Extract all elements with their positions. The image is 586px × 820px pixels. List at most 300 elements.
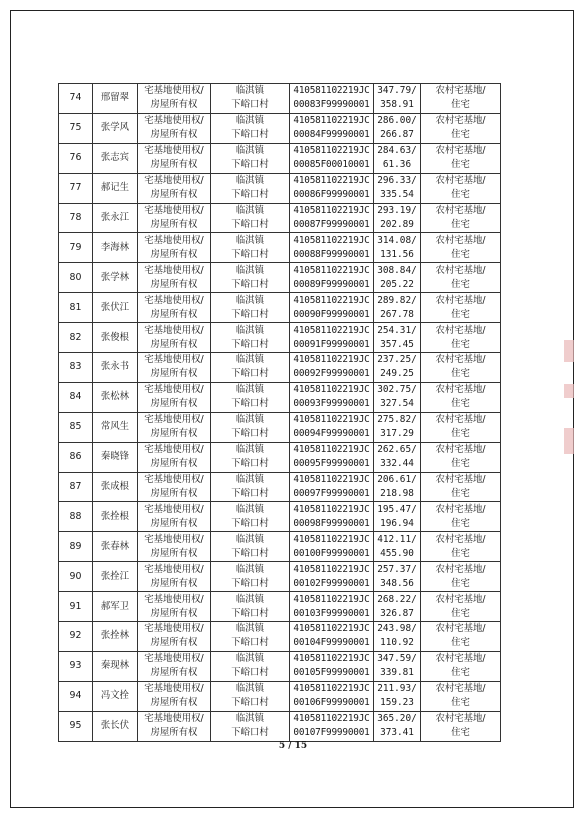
cell-area: [374, 323, 421, 353]
stamp-mark: [564, 340, 576, 460]
cell-area: [374, 562, 421, 592]
cell-unit-code-line-2: 00089F99990001: [293, 278, 370, 290]
cell-area-line-2: 358.91: [380, 99, 414, 111]
cell-area-line-1: 237.25/: [377, 354, 417, 366]
cell-location: [211, 502, 290, 532]
cell-location-line-2: 下峪口村: [231, 398, 269, 410]
cell-location-line-2: 下峪口村: [231, 99, 269, 111]
cell-unit-code-line-2: 00085F00010001: [293, 159, 370, 171]
cell-right-type-line-2: 房屋所有权: [150, 398, 198, 410]
cell-area-line-1: 347.79/: [377, 85, 417, 97]
cell-land-use-line-2: 住宅: [451, 488, 470, 500]
cell-land-use-line-2: 住宅: [451, 517, 470, 529]
cell-unit-code-line-2: 00088F99990001: [293, 248, 370, 260]
cell-owner-name: 李海林: [93, 233, 138, 263]
cell-land-use-line-1: 农村宅基地/: [435, 115, 486, 127]
cell-land-use-line-2: 住宅: [451, 308, 470, 320]
cell-right-type-line-1: 宅基地使用权/: [144, 593, 204, 605]
cell-land-use-line-2: 住宅: [451, 727, 470, 739]
cell-unit-code: [290, 382, 374, 412]
cell-unit-code-line-1: 410581102219JC: [293, 324, 370, 336]
cell-land-use-line-2: 住宅: [451, 547, 470, 559]
cell-right-type-line-1: 宅基地使用权/: [144, 683, 204, 695]
cell-land-use-line-1: 农村宅基地/: [435, 145, 486, 157]
cell-area-line-2: 332.44: [380, 458, 414, 470]
cell-unit-code: [290, 592, 374, 622]
table-row: [59, 293, 501, 323]
cell-unit-code-line-2: 00086F99990001: [293, 189, 370, 201]
cell-area-line-1: 412.11/: [377, 533, 417, 545]
table-row: [59, 353, 501, 383]
cell-right-type: [138, 113, 211, 143]
cell-unit-code: [290, 681, 374, 711]
cell-location: [211, 353, 290, 383]
cell-land-use-line-1: 农村宅基地/: [435, 354, 486, 366]
cell-unit-code-line-1: 410581102219JC: [293, 264, 370, 276]
cell-right-type-line-1: 宅基地使用权/: [144, 653, 204, 665]
cell-location-line-2: 下峪口村: [231, 637, 269, 649]
table-row: [59, 442, 501, 472]
cell-location-line-1: 临淇镇: [235, 623, 265, 635]
cell-right-type-line-1: 宅基地使用权/: [144, 533, 204, 545]
cell-right-type: [138, 203, 211, 233]
cell-right-type: [138, 263, 211, 293]
cell-unit-code-line-1: 410581102219JC: [293, 713, 370, 725]
cell-right-type-line-1: 宅基地使用权/: [144, 85, 204, 97]
cell-area-line-2: 455.90: [380, 547, 414, 559]
cell-right-type-line-2: 房屋所有权: [150, 577, 198, 589]
cell-number: 93: [59, 651, 93, 681]
cell-unit-code-line-2: 00098F99990001: [293, 517, 370, 529]
cell-owner-name: 张拴江: [93, 562, 138, 592]
cell-land-use: [421, 353, 501, 383]
cell-land-use: [421, 472, 501, 502]
cell-land-use-line-2: 住宅: [451, 607, 470, 619]
cell-location: [211, 323, 290, 353]
cell-location-line-2: 下峪口村: [231, 159, 269, 171]
cell-land-use-line-1: 农村宅基地/: [435, 414, 486, 426]
cell-land-use: [421, 711, 501, 741]
cell-area-line-2: 131.56: [380, 248, 414, 260]
cell-area-line-2: 373.41: [380, 727, 414, 739]
cell-area-line-1: 286.00/: [377, 115, 417, 127]
cell-land-use-line-1: 农村宅基地/: [435, 683, 486, 695]
cell-right-type-line-1: 宅基地使用权/: [144, 474, 204, 486]
cell-area: [374, 502, 421, 532]
cell-land-use-line-2: 住宅: [451, 189, 470, 201]
cell-unit-code: [290, 233, 374, 263]
cell-area-line-1: 257.37/: [377, 563, 417, 575]
cell-location-line-2: 下峪口村: [231, 219, 269, 230]
table-row: [59, 502, 501, 532]
cell-right-type: [138, 622, 211, 652]
cell-land-use: [421, 263, 501, 293]
cell-owner-name: 张拴根: [93, 502, 138, 532]
cell-right-type: [138, 233, 211, 263]
cell-right-type-line-1: 宅基地使用权/: [144, 563, 204, 575]
table-row: [59, 113, 501, 143]
cell-area-line-2: 357.45: [380, 338, 414, 350]
cell-location-line-1: 临淇镇: [235, 563, 265, 575]
cell-number: 94: [59, 681, 93, 711]
cell-unit-code-line-1: 410581102219JC: [293, 623, 370, 635]
cell-land-use-line-1: 农村宅基地/: [435, 205, 486, 216]
table-row: [59, 233, 501, 263]
cell-land-use-line-1: 农村宅基地/: [435, 474, 486, 486]
cell-land-use-line-2: 住宅: [451, 99, 470, 111]
cell-unit-code-line-1: 410581102219JC: [293, 653, 370, 665]
cell-land-use: [421, 532, 501, 562]
cell-area-line-1: 314.08/: [377, 234, 417, 246]
cell-area-line-2: 61.36: [382, 159, 412, 171]
cell-right-type-line-2: 房屋所有权: [150, 159, 198, 171]
cell-area-line-1: 243.98/: [377, 623, 417, 635]
cell-unit-code-line-2: 00093F99990001: [293, 398, 370, 410]
cell-land-use-line-2: 住宅: [451, 667, 470, 679]
cell-land-use: [421, 502, 501, 532]
cell-land-use: [421, 203, 501, 233]
cell-owner-name: 张志宾: [93, 143, 138, 173]
cell-area: [374, 143, 421, 173]
cell-land-use-line-2: 住宅: [451, 368, 470, 380]
cell-owner-name: 郝记生: [93, 173, 138, 203]
cell-unit-code: [290, 143, 374, 173]
cell-unit-code: [290, 442, 374, 472]
cell-right-type: [138, 502, 211, 532]
cell-area-line-1: 289.82/: [377, 294, 417, 306]
cell-land-use: [421, 113, 501, 143]
cell-right-type-line-2: 房屋所有权: [150, 189, 198, 201]
cell-right-type-line-1: 宅基地使用权/: [144, 234, 204, 246]
cell-land-use: [421, 412, 501, 442]
cell-land-use-line-2: 住宅: [451, 159, 470, 171]
page-number: 5 / 15: [278, 741, 308, 751]
cell-unit-code-line-2: 00100F99990001: [293, 547, 370, 559]
cell-land-use-line-1: 农村宅基地/: [435, 444, 486, 456]
cell-location-line-2: 下峪口村: [231, 338, 269, 350]
cell-right-type-line-1: 宅基地使用权/: [144, 444, 204, 456]
cell-location-line-2: 下峪口村: [231, 727, 269, 739]
cell-location: [211, 84, 290, 114]
cell-area-line-1: 211.93/: [377, 683, 417, 695]
cell-owner-name: 张春林: [93, 532, 138, 562]
cell-area-line-1: 275.82/: [377, 414, 417, 426]
cell-land-use-line-1: 农村宅基地/: [435, 294, 486, 306]
cell-unit-code: [290, 84, 374, 114]
cell-land-use: [421, 293, 501, 323]
cell-number: 86: [59, 442, 93, 472]
cell-area-line-2: 266.87: [380, 129, 414, 141]
cell-owner-name: 常风生: [93, 412, 138, 442]
cell-location: [211, 651, 290, 681]
cell-area-line-1: 284.63/: [377, 145, 417, 157]
cell-unit-code-line-2: 00107F99990001: [293, 727, 370, 739]
cell-land-use: [421, 622, 501, 652]
cell-location: [211, 532, 290, 562]
cell-right-type-line-2: 房屋所有权: [150, 667, 198, 679]
cell-location-line-2: 下峪口村: [231, 428, 269, 440]
cell-land-use: [421, 592, 501, 622]
cell-land-use-line-2: 住宅: [451, 697, 470, 709]
cell-right-type: [138, 412, 211, 442]
cell-right-type: [138, 382, 211, 412]
table-body: [59, 84, 501, 742]
cell-area-line-2: 339.81: [380, 667, 414, 679]
cell-area-line-2: 205.22: [380, 278, 414, 290]
cell-right-type-line-2: 房屋所有权: [150, 338, 198, 350]
cell-area-line-2: 317.29: [380, 428, 414, 440]
cell-number: 95: [59, 711, 93, 741]
cell-location-line-1: 临淇镇: [235, 713, 265, 725]
cell-land-use-line-1: 农村宅基地/: [435, 563, 486, 575]
cell-unit-code-line-2: 00103F99990001: [293, 607, 370, 619]
cell-number: 74: [59, 84, 93, 114]
cell-unit-code: [290, 173, 374, 203]
cell-unit-code-line-1: 410581102219JC: [293, 205, 370, 216]
cell-land-use-line-1: 农村宅基地/: [435, 713, 486, 725]
cell-area: [374, 203, 421, 233]
cell-location: [211, 412, 290, 442]
cell-location: [211, 173, 290, 203]
cell-location: [211, 382, 290, 412]
cell-area-line-2: 249.25: [380, 368, 414, 380]
cell-area: [374, 382, 421, 412]
cell-location-line-1: 临淇镇: [235, 683, 265, 695]
cell-right-type: [138, 173, 211, 203]
cell-right-type-line-2: 房屋所有权: [150, 727, 198, 739]
cell-location-line-2: 下峪口村: [231, 129, 269, 141]
cell-land-use-line-1: 农村宅基地/: [435, 234, 486, 246]
cell-location-line-1: 临淇镇: [235, 294, 265, 306]
cell-number: 80: [59, 263, 93, 293]
cell-area: [374, 532, 421, 562]
cell-location-line-1: 临淇镇: [235, 324, 265, 336]
cell-unit-code-line-1: 410581102219JC: [293, 533, 370, 545]
cell-location: [211, 203, 290, 233]
cell-right-type: [138, 472, 211, 502]
cell-unit-code: [290, 293, 374, 323]
cell-owner-name: 张永书: [93, 353, 138, 383]
cell-location: [211, 681, 290, 711]
cell-owner-name: 邢留翠: [93, 84, 138, 114]
cell-location-line-1: 临淇镇: [235, 264, 265, 276]
cell-right-type: [138, 143, 211, 173]
cell-right-type-line-2: 房屋所有权: [150, 697, 198, 709]
cell-right-type-line-2: 房屋所有权: [150, 99, 198, 111]
cell-area: [374, 113, 421, 143]
cell-area-line-2: 335.54: [380, 189, 414, 201]
cell-right-type-line-1: 宅基地使用权/: [144, 205, 204, 216]
cell-land-use-line-2: 住宅: [451, 338, 470, 350]
cell-unit-code-line-2: 00097F99990001: [293, 488, 370, 500]
cell-number: 87: [59, 472, 93, 502]
cell-right-type: [138, 293, 211, 323]
cell-location-line-2: 下峪口村: [231, 517, 269, 529]
cell-right-type-line-2: 房屋所有权: [150, 278, 198, 290]
cell-owner-name: 张学风: [93, 113, 138, 143]
cell-location-line-2: 下峪口村: [231, 189, 269, 201]
cell-owner-name: 张永江: [93, 203, 138, 233]
cell-owner-name: 郝军卫: [93, 592, 138, 622]
cell-number: 75: [59, 113, 93, 143]
cell-area-line-2: 159.23: [380, 697, 414, 709]
cell-number: 82: [59, 323, 93, 353]
cell-unit-code: [290, 263, 374, 293]
cell-land-use-line-1: 农村宅基地/: [435, 85, 486, 97]
cell-land-use: [421, 442, 501, 472]
cell-unit-code: [290, 711, 374, 741]
table-row: [59, 173, 501, 203]
cell-area-line-1: 262.65/: [377, 444, 417, 456]
cell-area-line-1: 347.59/: [377, 653, 417, 665]
cell-owner-name: 冯文拴: [93, 681, 138, 711]
cell-location-line-1: 临淇镇: [235, 85, 265, 97]
cell-unit-code-line-1: 410581102219JC: [293, 444, 370, 456]
cell-right-type-line-2: 房屋所有权: [150, 129, 198, 141]
cell-unit-code-line-1: 410581102219JC: [293, 503, 370, 515]
cell-number: 92: [59, 622, 93, 652]
cell-land-use-line-1: 农村宅基地/: [435, 653, 486, 665]
cell-location-line-1: 临淇镇: [235, 205, 265, 216]
cell-unit-code-line-2: 00083F99990001: [293, 99, 370, 111]
cell-right-type-line-2: 房屋所有权: [150, 547, 198, 559]
cell-location-line-2: 下峪口村: [231, 577, 269, 589]
cell-unit-code-line-2: 00090F99990001: [293, 308, 370, 320]
cell-land-use: [421, 382, 501, 412]
table-row: [59, 681, 501, 711]
cell-location-line-1: 临淇镇: [235, 354, 265, 366]
cell-unit-code-line-1: 410581102219JC: [293, 115, 370, 127]
cell-location: [211, 562, 290, 592]
cell-unit-code-line-2: 00102F99990001: [293, 577, 370, 589]
cell-area-line-2: 326.87: [380, 607, 414, 619]
cell-unit-code-line-1: 410581102219JC: [293, 474, 370, 486]
cell-right-type: [138, 442, 211, 472]
cell-area-line-2: 267.78: [380, 308, 414, 320]
cell-land-use-line-2: 住宅: [451, 637, 470, 649]
table-row: [59, 532, 501, 562]
cell-owner-name: 张俊根: [93, 323, 138, 353]
cell-area-line-1: 296.33/: [377, 175, 417, 187]
cell-owner-name: 张长伏: [93, 711, 138, 741]
cell-location: [211, 293, 290, 323]
cell-unit-code-line-1: 410581102219JC: [293, 593, 370, 605]
cell-number: 84: [59, 382, 93, 412]
cell-area: [374, 472, 421, 502]
cell-area: [374, 622, 421, 652]
cell-right-type-line-1: 宅基地使用权/: [144, 264, 204, 276]
cell-area: [374, 681, 421, 711]
cell-area-line-2: 348.56: [380, 577, 414, 589]
cell-right-type-line-2: 房屋所有权: [150, 517, 198, 529]
cell-unit-code-line-1: 410581102219JC: [293, 354, 370, 366]
cell-right-type-line-2: 房屋所有权: [150, 428, 198, 440]
cell-right-type: [138, 353, 211, 383]
table-row: [59, 263, 501, 293]
cell-unit-code-line-1: 410581102219JC: [293, 384, 370, 396]
cell-land-use: [421, 562, 501, 592]
cell-land-use-line-1: 农村宅基地/: [435, 264, 486, 276]
cell-land-use-line-2: 住宅: [451, 278, 470, 290]
cell-location-line-1: 临淇镇: [235, 503, 265, 515]
cell-area: [374, 442, 421, 472]
cell-right-type-line-2: 房屋所有权: [150, 488, 198, 500]
cell-right-type: [138, 592, 211, 622]
cell-right-type-line-2: 房屋所有权: [150, 458, 198, 470]
cell-area-line-2: 327.54: [380, 398, 414, 410]
cell-unit-code: [290, 203, 374, 233]
cell-area: [374, 412, 421, 442]
cell-location: [211, 711, 290, 741]
cell-unit-code-line-1: 410581102219JC: [293, 294, 370, 306]
cell-location-line-1: 临淇镇: [235, 175, 265, 187]
cell-unit-code: [290, 532, 374, 562]
table-row: [59, 622, 501, 652]
cell-location-line-1: 临淇镇: [235, 444, 265, 456]
cell-land-use-line-2: 住宅: [451, 129, 470, 141]
cell-unit-code-line-1: 410581102219JC: [293, 414, 370, 426]
cell-owner-name: 张成根: [93, 472, 138, 502]
cell-land-use-line-2: 住宅: [451, 577, 470, 589]
cell-number: 88: [59, 502, 93, 532]
cell-right-type-line-1: 宅基地使用权/: [144, 503, 204, 515]
cell-unit-code-line-1: 410581102219JC: [293, 175, 370, 187]
cell-location: [211, 263, 290, 293]
cell-unit-code-line-1: 410581102219JC: [293, 234, 370, 246]
cell-area: [374, 711, 421, 741]
cell-unit-code-line-2: 00106F99990001: [293, 697, 370, 709]
cell-location-line-2: 下峪口村: [231, 278, 269, 290]
cell-number: 89: [59, 532, 93, 562]
cell-land-use-line-2: 住宅: [451, 458, 470, 470]
cell-location-line-1: 临淇镇: [235, 145, 265, 157]
cell-area-line-2: 196.94: [380, 517, 414, 529]
cell-location: [211, 442, 290, 472]
cell-unit-code: [290, 502, 374, 532]
cell-unit-code-line-1: 410581102219JC: [293, 683, 370, 695]
cell-owner-name: 张松林: [93, 382, 138, 412]
cell-unit-code-line-1: 410581102219JC: [293, 145, 370, 157]
cell-area-line-1: 365.20/: [377, 713, 417, 725]
cell-location-line-2: 下峪口村: [231, 308, 269, 320]
cell-right-type: [138, 681, 211, 711]
table-row: [59, 143, 501, 173]
cell-right-type-line-1: 宅基地使用权/: [144, 175, 204, 187]
cell-number: 91: [59, 592, 93, 622]
cell-right-type-line-1: 宅基地使用权/: [144, 115, 204, 127]
cell-location-line-1: 临淇镇: [235, 474, 265, 486]
cell-location: [211, 592, 290, 622]
registry-table: [58, 83, 501, 742]
cell-location-line-2: 下峪口村: [231, 458, 269, 470]
cell-owner-name: 秦晓锋: [93, 442, 138, 472]
cell-location-line-1: 临淇镇: [235, 593, 265, 605]
cell-location: [211, 472, 290, 502]
cell-area: [374, 263, 421, 293]
cell-unit-code: [290, 412, 374, 442]
cell-number: 76: [59, 143, 93, 173]
cell-right-type-line-2: 房屋所有权: [150, 219, 198, 230]
cell-number: 83: [59, 353, 93, 383]
cell-right-type-line-1: 宅基地使用权/: [144, 145, 204, 157]
cell-area: [374, 84, 421, 114]
cell-number: 79: [59, 233, 93, 263]
table-row: [59, 323, 501, 353]
cell-unit-code-line-2: 00091F99990001: [293, 338, 370, 350]
cell-land-use: [421, 651, 501, 681]
cell-right-type: [138, 711, 211, 741]
cell-unit-code-line-2: 00094F99990001: [293, 428, 370, 440]
